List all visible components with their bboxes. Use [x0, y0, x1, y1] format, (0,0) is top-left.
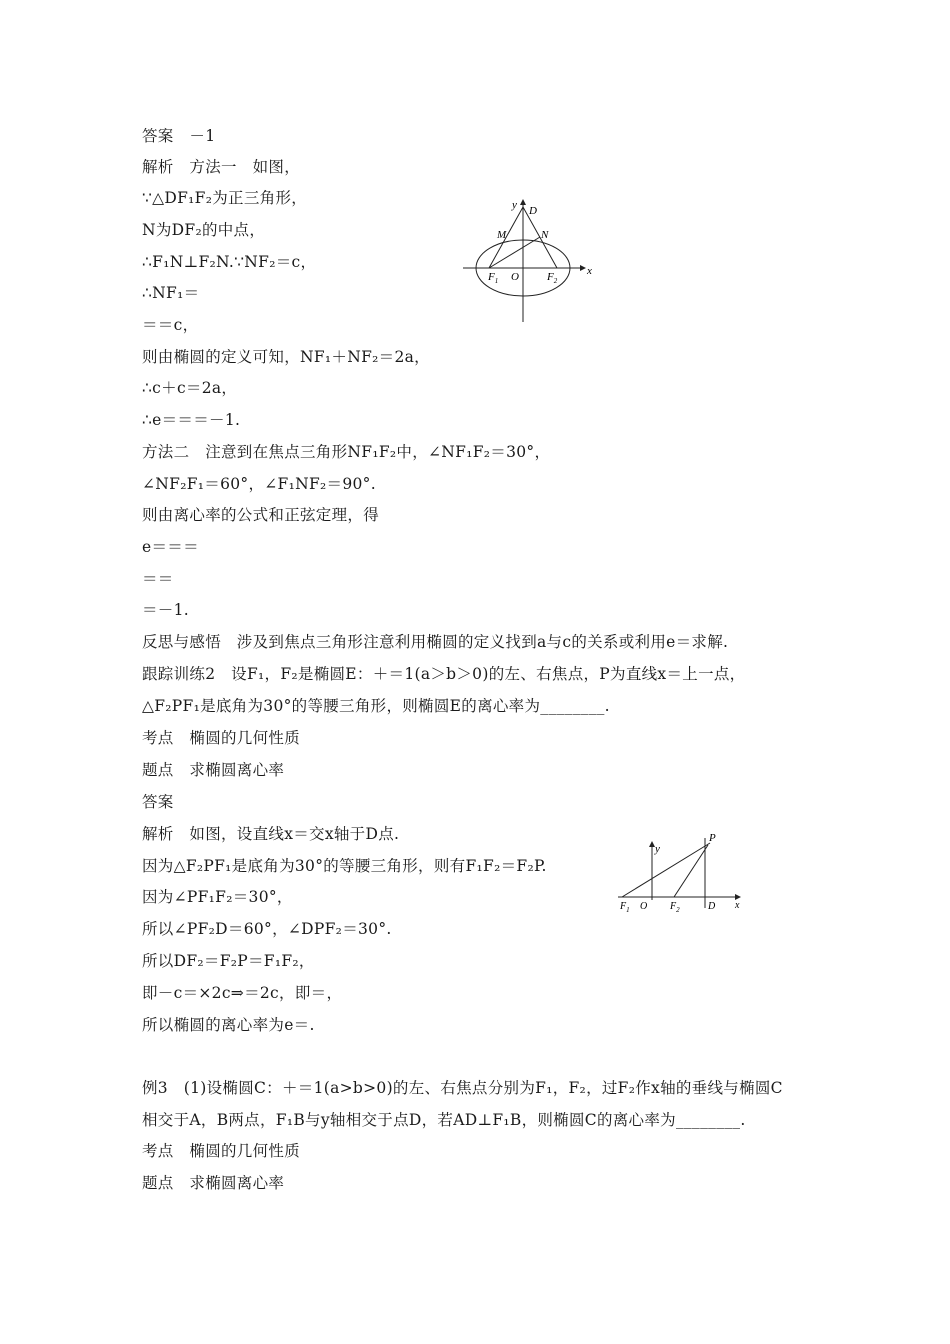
- text-line: 所以DF₂＝F₂P＝F₁F₂，: [142, 952, 315, 970]
- text-line: ∵△DF₁F₂为正三角形，: [142, 189, 308, 207]
- label-x: x: [587, 265, 592, 277]
- text-line: 所以椭圆的离心率为e＝.: [142, 1016, 315, 1034]
- label-x: x: [735, 900, 740, 911]
- label-o: O: [640, 901, 648, 912]
- label-y: y: [655, 843, 660, 855]
- segment-f2-p: [674, 845, 708, 897]
- text-line: 方法二 注意到在焦点三角形NF₁F₂中，∠NF₁F₂＝30°，: [142, 443, 551, 461]
- text-line: 题点 求椭圆离心率: [142, 761, 285, 779]
- text-line: 则由椭圆的定义可知，NF₁＋NF₂＝2a，: [142, 348, 430, 366]
- text-line: 答案: [142, 793, 174, 811]
- label-f1: $F_1$: [488, 271, 499, 285]
- label-f1: $F_1$: [620, 901, 630, 914]
- ellipse-figure-1: [455, 192, 605, 327]
- triangle-figure-2: [612, 828, 752, 918]
- text-line: 考点 椭圆的几何性质: [142, 729, 301, 747]
- text-line: 答案 －1: [142, 127, 216, 145]
- text-line: 所以∠PF₂D＝60°，∠DPF₂＝30°.: [142, 920, 392, 938]
- text-line: ∴NF₁＝: [142, 284, 200, 302]
- text-line: 例3 (1)设椭圆C：＋＝1(a>b>0)的左、右焦点分别为F₁，F₂，过F₂作x轴的垂线与椭圆C: [142, 1079, 783, 1097]
- label-o: O: [511, 271, 519, 283]
- text-line: ＝＝: [142, 570, 174, 588]
- segment-f1-n: [489, 237, 540, 268]
- text-line: 解析 如图，设直线x＝交x轴于D点.: [142, 825, 400, 843]
- text-line: △F₂PF₁是底角为30°的等腰三角形，则椭圆E的离心率为________.: [142, 697, 610, 715]
- label-n: N: [541, 229, 549, 241]
- text-line: 即－c＝×2c⇒＝2c，即＝，: [142, 984, 343, 1002]
- text-line: 反思与感悟 涉及到焦点三角形注意利用椭圆的定义找到a与c的关系或利用e＝求解.: [142, 633, 729, 651]
- text-line: 因为∠PF₁F₂＝30°，: [142, 888, 293, 906]
- label-f2: $F_2$: [670, 901, 680, 914]
- text-line: ＝－1.: [142, 601, 189, 619]
- label-p: P: [709, 832, 716, 844]
- label-d: D: [708, 901, 716, 912]
- text-line: 相交于A，B两点，F₁B与y轴相交于点D，若AD⊥F₁B，则椭圆C的离心率为________.: [142, 1111, 746, 1129]
- text-line: ∠NF₂F₁＝60°，∠F₁NF₂＝90°.: [142, 475, 376, 493]
- text-line: ∴c＋c＝2a，: [142, 379, 238, 397]
- text-line: 跟踪训练2 设F₁，F₂是椭圆E：＋＝1(a＞b＞0)的左、右焦点，P为直线x＝上一点，: [142, 665, 746, 683]
- label-y: y: [512, 199, 517, 211]
- text-line: ∴F₁N⊥F₂N.∵NF₂＝c，: [142, 253, 317, 271]
- text-line: 因为△F₂PF₁是底角为30°的等腰三角形，则有F₁F₂＝F₂P.: [142, 857, 547, 875]
- text-line: e＝＝＝: [142, 538, 199, 556]
- segment-f1-p: [622, 843, 710, 897]
- text-line: N为DF₂的中点，: [142, 221, 266, 239]
- text-line: 考点 椭圆的几何性质: [142, 1142, 301, 1160]
- text-line: 题点 求椭圆离心率: [142, 1174, 285, 1192]
- text-line: ∴e＝＝＝－1.: [142, 411, 241, 429]
- label-d: D: [529, 205, 537, 217]
- text-line: 则由离心率的公式和正弦定理，得: [142, 506, 380, 524]
- label-m: M: [497, 229, 507, 241]
- label-f2: $F_2$: [547, 271, 558, 285]
- text-line: 解析 方法一 如图，: [142, 158, 301, 176]
- text-line: ＝＝c，: [142, 316, 199, 334]
